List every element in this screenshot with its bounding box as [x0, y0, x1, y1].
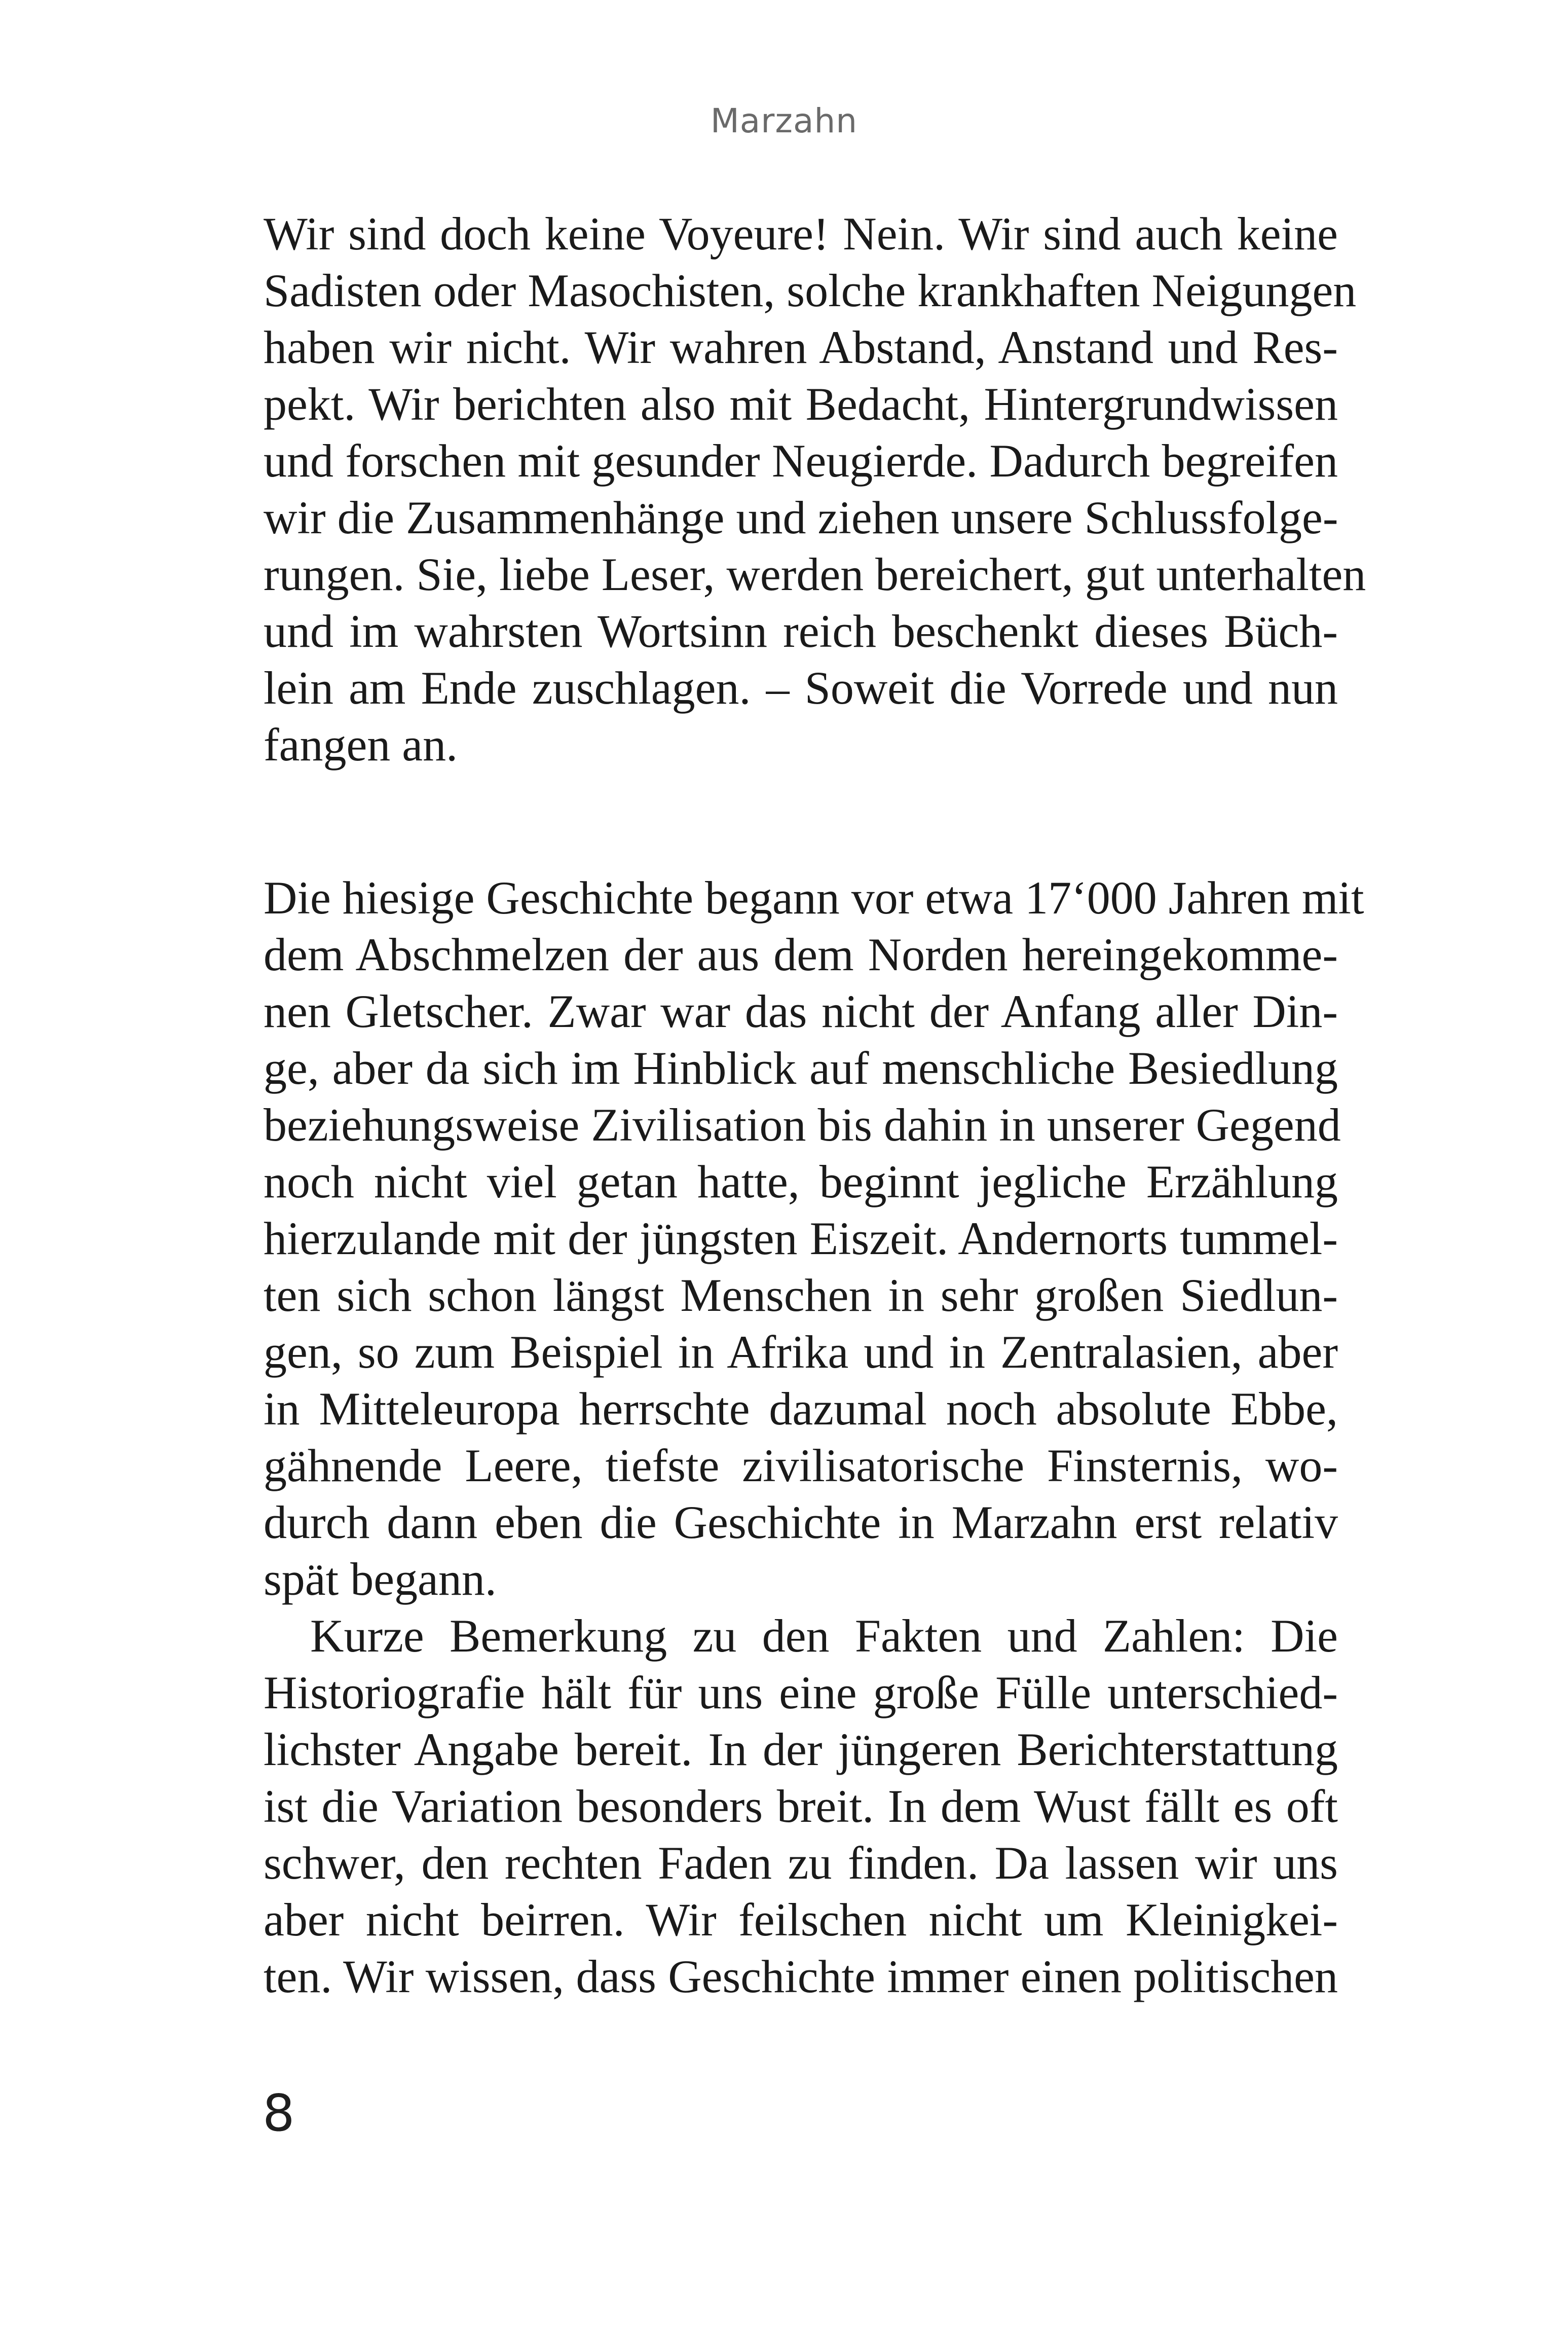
text-line: lichster Angabe bereit. In der jüngeren Berichterstattung: [264, 1723, 1338, 1775]
text-line: in Mitteleuropa herrschte dazumal noch absolute Ebbe,: [264, 1383, 1338, 1435]
text-line: schwer, den rechten Faden zu finden. Da lassen wir uns: [264, 1837, 1338, 1889]
text-line: wir die Zusammenhänge und ziehen unsere Schlussfolge-: [264, 492, 1338, 543]
paragraph-2: [264, 869, 1364, 1607]
text-line: gähnende Leere, tiefste zivilisatorische Finsternis, wo-: [264, 1440, 1338, 1491]
running-head: Marzahn: [710, 101, 858, 140]
text-line: Historiografie hält für uns eine große Fülle unterschied-: [264, 1667, 1338, 1718]
body-text: [264, 205, 1366, 2005]
text-line: Wir sind doch keine Voyeure! Nein. Wir sind auch keine: [264, 208, 1338, 260]
text-line: aber nicht beirren. Wir feilschen nicht um Kleinigkei-: [264, 1894, 1338, 1946]
text-line: Die hiesige Geschichte begann vor etwa 17‘000 Jahren mit: [264, 872, 1364, 924]
text-line: spät begann.: [264, 1553, 497, 1605]
text-line: ge, aber da sich im Hinblick auf menschliche Besiedlung: [264, 1042, 1338, 1094]
text-line: pekt. Wir berichten also mit Bedacht, Hintergrundwissen: [264, 378, 1338, 430]
section-break: [264, 773, 1338, 869]
text-line: nen Gletscher. Zwar war das nicht der Anfang aller Din-: [264, 985, 1338, 1037]
text-line: und im wahrsten Wortsinn reich beschenkt dieses Büch-: [264, 605, 1338, 657]
text-line: gen, so zum Beispiel in Afrika und in Zentralasien, aber: [264, 1326, 1338, 1378]
text-line: ten. Wir wissen, dass Geschichte immer einen politischen: [264, 1951, 1338, 2002]
page-number: 8: [263, 2083, 295, 2143]
text-line: Kurze Bemerkung zu den Fakten und Zahlen: Die: [310, 1610, 1338, 1662]
paragraph-3: [264, 1607, 1338, 2005]
text-line: Sadisten oder Masochisten, solche krankhaften Neigungen: [264, 265, 1357, 316]
text-line: beziehungsweise Zivilisation bis dahin in unserer Gegend: [264, 1099, 1341, 1151]
text-line: und forschen mit gesunder Neugierde. Dadurch begreifen: [264, 435, 1338, 487]
text-line: rungen. Sie, liebe Leser, werden bereichert, gut unterhalten: [264, 548, 1366, 600]
text-line: noch nicht viel getan hatte, beginnt jegliche Erzählung: [264, 1156, 1338, 1207]
text-line: durch dann eben die Geschichte in Marzahn erst relativ: [264, 1496, 1338, 1548]
text-line: dem Abschmelzen der aus dem Norden hereingekomme-: [264, 929, 1338, 980]
text-line: ten sich schon längst Menschen in sehr großen Siedlun-: [264, 1269, 1338, 1321]
text-line: lein am Ende zuschlagen. – Soweit die Vorrede und nun: [264, 662, 1338, 714]
text-line: haben wir nicht. Wir wahren Abstand, Anstand und Res-: [264, 321, 1338, 373]
text-line: ist die Variation besonders breit. In dem Wust fällt es oft: [264, 1780, 1338, 1832]
text-line: fangen an.: [264, 719, 458, 771]
paragraph-1: [264, 205, 1366, 773]
text-line: hierzulande mit der jüngsten Eiszeit. Andernorts tummel-: [264, 1213, 1338, 1264]
